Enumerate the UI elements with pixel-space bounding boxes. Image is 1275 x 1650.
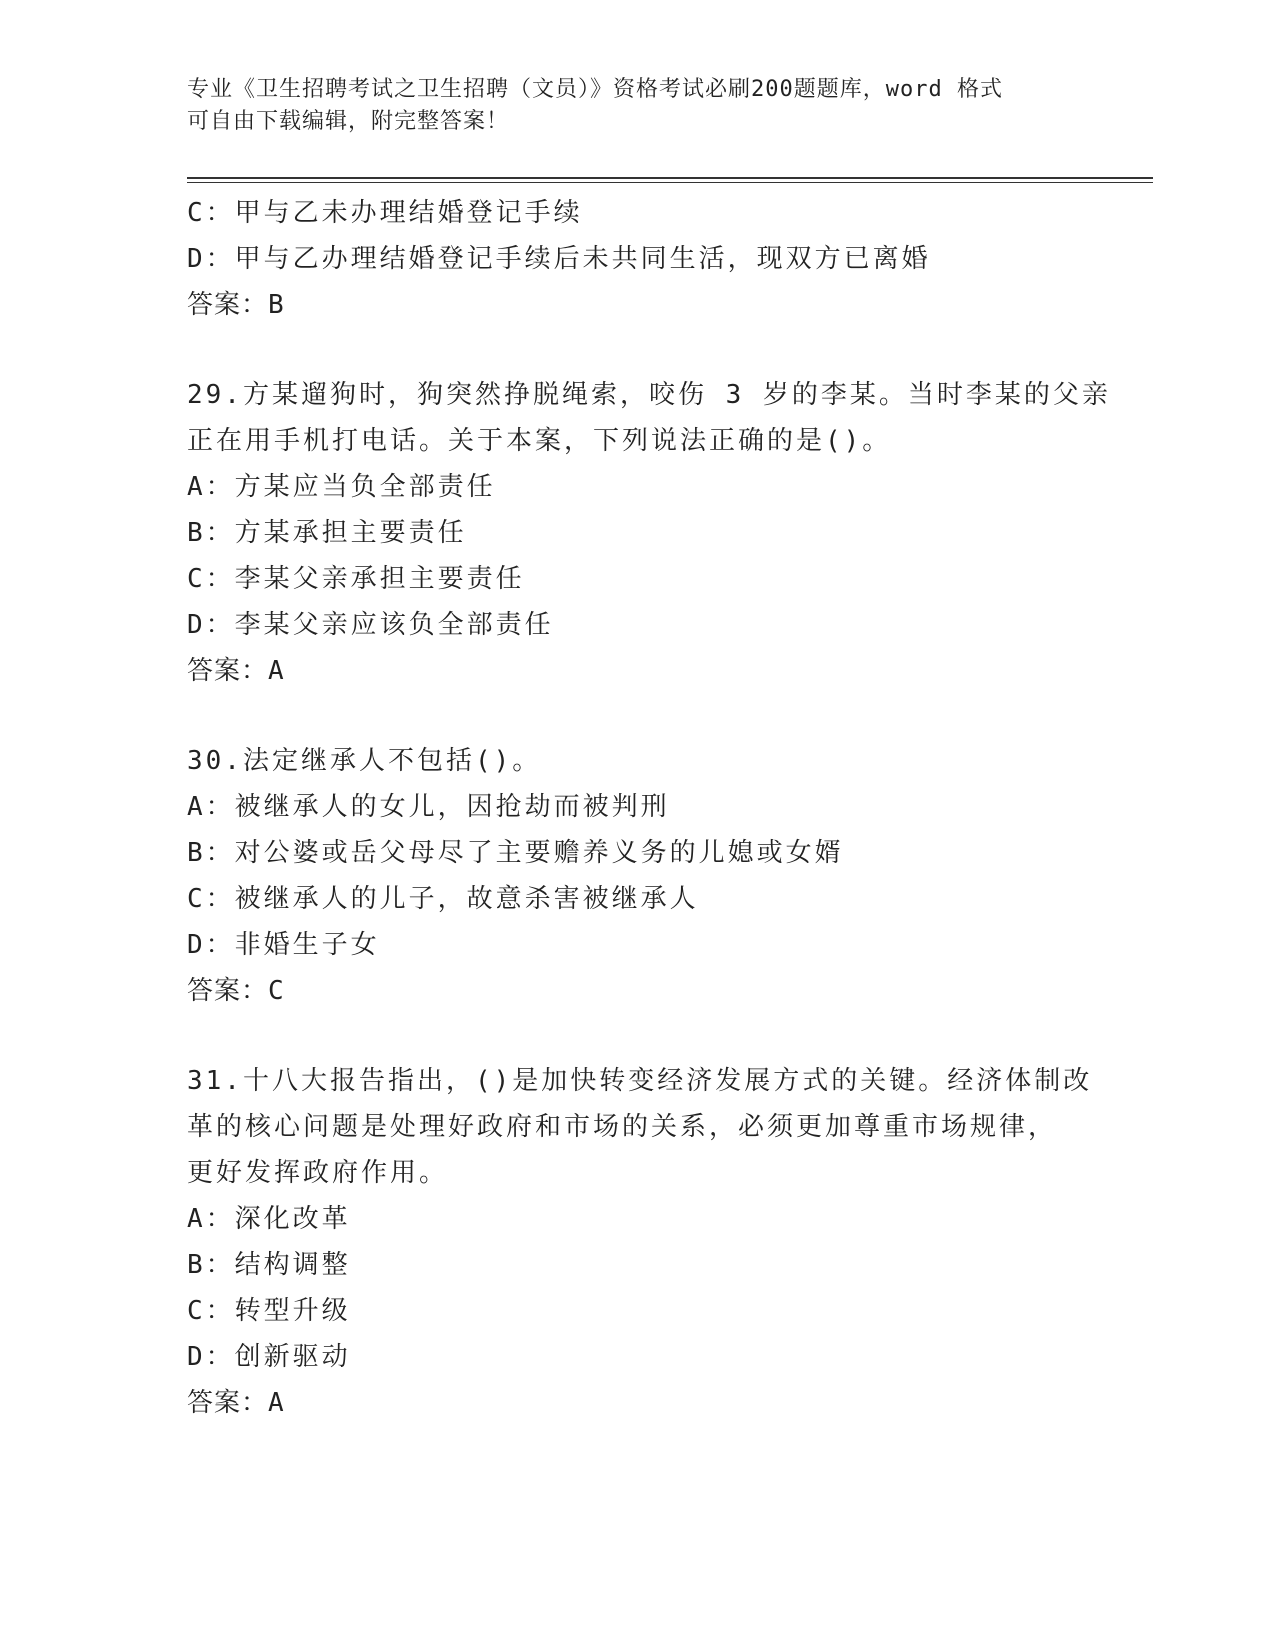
answer-label: 答案：A [187, 1388, 285, 1418]
option-d: D：甲与乙办理结婚登记手续后未共同生活，现双方已离婚 [187, 244, 931, 274]
answer-label: 答案：B [187, 290, 285, 320]
question-block-29 [187, 372, 1111, 694]
spacer [187, 694, 1087, 738]
question-stem: 31.十八大报告指出，()是加快转变经济发展方式的关键。经济体制改 [187, 1066, 1093, 1096]
question-stem: 30.法定继承人不包括()。 [187, 746, 542, 776]
header-title-line-2: 可自由下载编辑，附完整答案！ [187, 109, 510, 134]
option-d: D：非婚生子女 [187, 930, 380, 960]
option-a: A：被继承人的女儿，因抢劫而被判刑 [187, 792, 670, 822]
question-block-30 [187, 738, 1087, 1014]
question-block-31 [187, 1058, 1093, 1426]
question-block-28 [187, 190, 1087, 328]
spacer [187, 1014, 1087, 1058]
spacer [187, 328, 1087, 372]
question-list [187, 190, 1111, 1426]
option-c: C：甲与乙未办理结婚登记手续 [187, 198, 583, 228]
document-header [187, 74, 1087, 138]
question-stem: 更好发挥政府作用。 [187, 1158, 449, 1188]
option-b: B：对公婆或岳父母尽了主要赡养义务的儿媳或女婿 [187, 838, 844, 868]
question-stem: 革的核心问题是处理好政府和市场的关系，必须更加尊重市场规律， [187, 1112, 1058, 1142]
option-d: D：创新驱动 [187, 1342, 351, 1372]
answer-label: 答案：A [187, 656, 285, 686]
option-a: A：方某应当负全部责任 [187, 472, 496, 502]
option-c: C：被继承人的儿子，故意杀害被继承人 [187, 884, 699, 914]
option-c: C：转型升级 [187, 1296, 351, 1326]
question-stem: 29.方某遛狗时，狗突然挣脱绳索，咬伤 3 岁的李某。当时李某的父亲 [187, 380, 1111, 410]
question-stem: 正在用手机打电话。关于本案，下列说法正确的是()。 [187, 426, 892, 456]
option-c: C：李某父亲承担主要责任 [187, 564, 525, 594]
option-a: A：深化改革 [187, 1204, 351, 1234]
option-d: D：李某父亲应该负全部责任 [187, 610, 554, 640]
answer-label: 答案：C [187, 976, 285, 1006]
option-b: B：方某承担主要责任 [187, 518, 467, 548]
option-b: B：结构调整 [187, 1250, 351, 1280]
header-divider-thin [187, 182, 1153, 183]
header-title-line-1: 专业《卫生招聘考试之卫生招聘（文员）》资格考试必刷200题题库，word 格式 [187, 77, 1003, 102]
header-divider-thick [187, 177, 1153, 179]
